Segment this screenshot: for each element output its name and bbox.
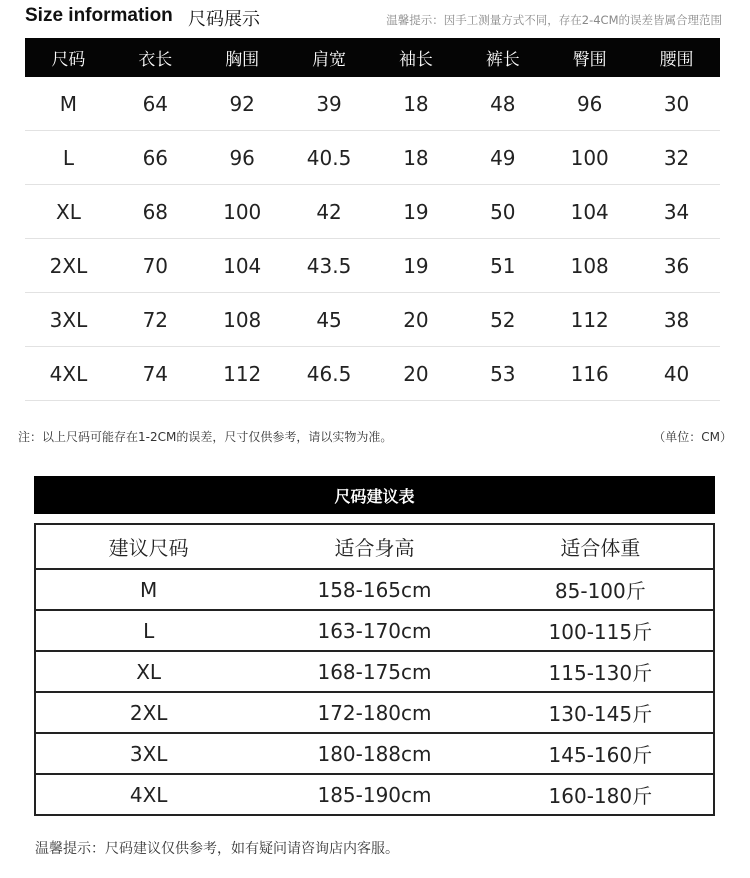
error-note: 注：以上尺码可能存在1-2CM的误差，尺寸仅供参考，请以实物为准。 bbox=[18, 430, 393, 444]
table-cell: 2XL bbox=[35, 692, 261, 733]
table-cell: 100 bbox=[546, 131, 633, 185]
table-row bbox=[35, 569, 714, 610]
rec-table bbox=[34, 523, 715, 816]
table-cell: XL bbox=[35, 651, 261, 692]
unit-note: （单位：CM） bbox=[653, 430, 732, 444]
table-cell: 66 bbox=[112, 131, 199, 185]
table-cell: L bbox=[35, 610, 261, 651]
table-row bbox=[35, 774, 714, 815]
table-cell: 68 bbox=[112, 185, 199, 239]
size-table-header-row bbox=[25, 38, 720, 77]
table-cell: 112 bbox=[199, 347, 286, 401]
col-header-shoulder: 肩宽 bbox=[286, 38, 373, 77]
table-cell: 45 bbox=[286, 293, 373, 347]
table-row bbox=[25, 347, 720, 401]
table-cell: 43.5 bbox=[286, 239, 373, 293]
table-cell: 168-175cm bbox=[261, 651, 487, 692]
table-cell: 49 bbox=[459, 131, 546, 185]
table-cell: 172-180cm bbox=[261, 692, 487, 733]
table-cell: 40 bbox=[633, 347, 720, 401]
table-row bbox=[35, 692, 714, 733]
table-cell: 18 bbox=[373, 131, 460, 185]
table-cell: 2XL bbox=[25, 239, 112, 293]
table-cell: 32 bbox=[633, 131, 720, 185]
table-cell: 108 bbox=[199, 293, 286, 347]
table-cell: 112 bbox=[546, 293, 633, 347]
table-cell: 19 bbox=[373, 185, 460, 239]
table-cell: 51 bbox=[459, 239, 546, 293]
table-cell: 46.5 bbox=[286, 347, 373, 401]
table-cell: 158-165cm bbox=[261, 569, 487, 610]
table-cell: 64 bbox=[112, 77, 199, 131]
table-row bbox=[25, 131, 720, 185]
table-cell: 53 bbox=[459, 347, 546, 401]
col-header-sleeve: 袖长 bbox=[373, 38, 460, 77]
col-header-rec-size: 建议尺码 bbox=[35, 524, 261, 569]
table-row bbox=[35, 651, 714, 692]
col-header-chest: 胸围 bbox=[199, 38, 286, 77]
table-cell: 130-145斤 bbox=[488, 692, 714, 733]
table-cell: 18 bbox=[373, 77, 460, 131]
size-table bbox=[25, 38, 720, 401]
col-header-hip: 臀围 bbox=[546, 38, 633, 77]
footer-hint: 温馨提示：尺码建议仅供参考，如有疑问请咨询店内客服。 bbox=[35, 841, 399, 857]
table-cell: 163-170cm bbox=[261, 610, 487, 651]
table-cell: 3XL bbox=[25, 293, 112, 347]
table-cell: 180-188cm bbox=[261, 733, 487, 774]
table-cell: 74 bbox=[112, 347, 199, 401]
table-cell: 100 bbox=[199, 185, 286, 239]
table-cell: 20 bbox=[373, 293, 460, 347]
table-row bbox=[35, 610, 714, 651]
table-cell: 104 bbox=[546, 185, 633, 239]
table-cell: M bbox=[25, 77, 112, 131]
table-cell: 20 bbox=[373, 347, 460, 401]
col-header-pants-length: 裤长 bbox=[459, 38, 546, 77]
col-header-waist: 腰围 bbox=[633, 38, 720, 77]
table-cell: 48 bbox=[459, 77, 546, 131]
table-cell: 4XL bbox=[25, 347, 112, 401]
table-row bbox=[25, 77, 720, 131]
table-cell: 40.5 bbox=[286, 131, 373, 185]
table-cell: 36 bbox=[633, 239, 720, 293]
table-row bbox=[35, 733, 714, 774]
table-cell: 108 bbox=[546, 239, 633, 293]
table-cell: 160-180斤 bbox=[488, 774, 714, 815]
table-cell: 145-160斤 bbox=[488, 733, 714, 774]
table-cell: 92 bbox=[199, 77, 286, 131]
col-header-size: 尺码 bbox=[25, 38, 112, 77]
table-cell: M bbox=[35, 569, 261, 610]
table-cell: 39 bbox=[286, 77, 373, 131]
col-header-height: 适合身高 bbox=[261, 524, 487, 569]
table-cell: XL bbox=[25, 185, 112, 239]
table-cell: 96 bbox=[546, 77, 633, 131]
table-cell: 85-100斤 bbox=[488, 569, 714, 610]
rec-table-title: 尺码建议表 bbox=[34, 476, 715, 514]
table-cell: 100-115斤 bbox=[488, 610, 714, 651]
table-row bbox=[25, 293, 720, 347]
table-cell: 42 bbox=[286, 185, 373, 239]
table-cell: 185-190cm bbox=[261, 774, 487, 815]
table-cell: 52 bbox=[459, 293, 546, 347]
table-row bbox=[25, 239, 720, 293]
rec-table-header-row bbox=[35, 524, 714, 569]
table-cell: 30 bbox=[633, 77, 720, 131]
table-cell: 38 bbox=[633, 293, 720, 347]
measurement-hint: 温馨提示：因手工测量方式不同，存在2-4CM的误差皆属合理范围 bbox=[386, 13, 722, 27]
table-cell: 115-130斤 bbox=[488, 651, 714, 692]
table-cell: 4XL bbox=[35, 774, 261, 815]
col-header-weight: 适合体重 bbox=[488, 524, 714, 569]
table-cell: 116 bbox=[546, 347, 633, 401]
table-cell: 34 bbox=[633, 185, 720, 239]
title-english: Size information bbox=[25, 5, 173, 26]
table-cell: 96 bbox=[199, 131, 286, 185]
title-chinese: 尺码展示 bbox=[188, 9, 260, 30]
table-cell: 104 bbox=[199, 239, 286, 293]
col-header-length: 衣长 bbox=[112, 38, 199, 77]
table-cell: 50 bbox=[459, 185, 546, 239]
table-cell: 3XL bbox=[35, 733, 261, 774]
table-cell: 72 bbox=[112, 293, 199, 347]
table-cell: 70 bbox=[112, 239, 199, 293]
table-row bbox=[25, 185, 720, 239]
table-cell: L bbox=[25, 131, 112, 185]
table-cell: 19 bbox=[373, 239, 460, 293]
